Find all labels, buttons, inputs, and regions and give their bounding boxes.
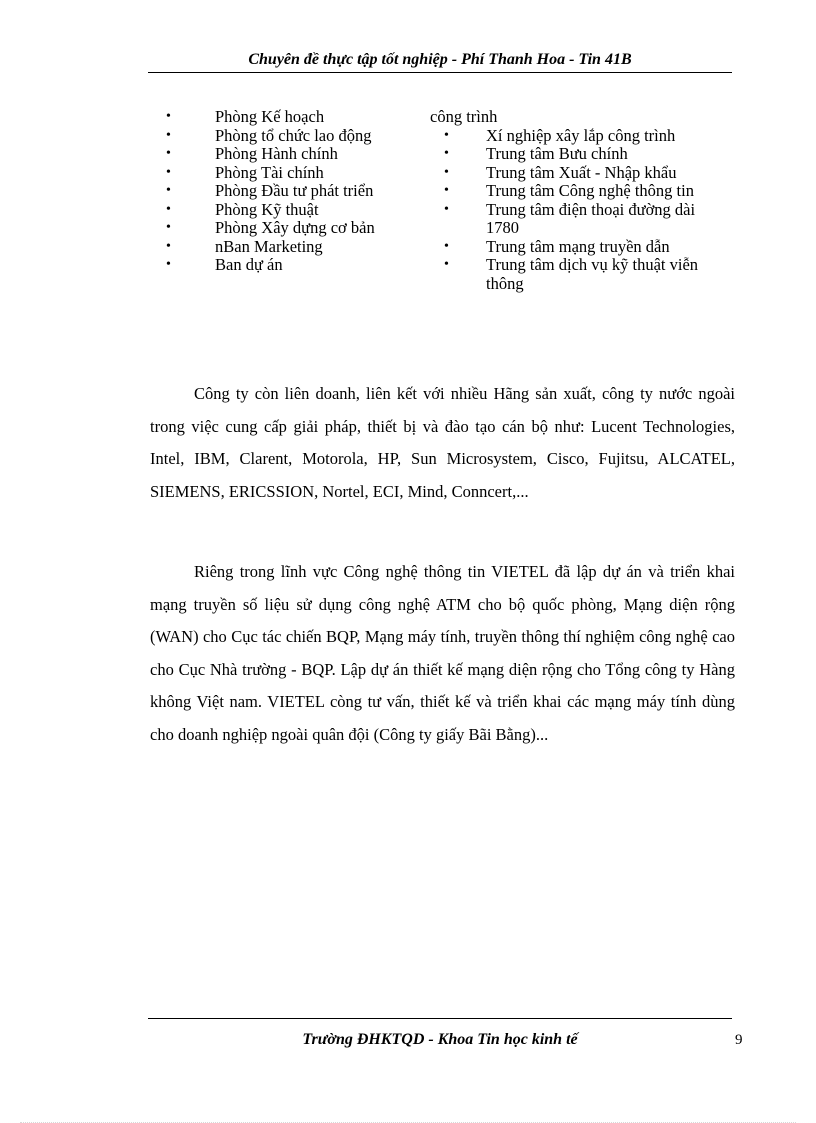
list-item: • Trung tâm Bưu chính [444,144,628,163]
list-item: • Trung tâm dịch vụ kỹ thuật viễn thông [444,255,699,293]
department-list-right [430,108,730,293]
bullet-icon: • [166,257,171,272]
list-item: • Phòng Kỹ thuật [166,199,319,219]
page-number: 9 [735,1032,743,1048]
list-continuation: công trình [430,107,498,126]
bullet-icon: • [166,164,171,180]
bullet-icon: • [444,183,449,198]
list-item: • Phòng Kế hoạch [166,107,325,126]
body-paragraph: Riêng trong lĩnh vực Công nghệ thông tin VIETEL đã lập dự án và triển khai mạng truyền số liệu sử dụng công nghệ ATM cho bộ quốc phòng, Mạng diện rộng (WAN) cho Cục tác chiến BQP, Mạng máy tính, truyền thông thí nghiệm công nghệ cao cho Cục Nhà trường - BQP. Lập dự án thiết kế mạng diện rộng cho Tổng công ty Hàng không Việt nam. VIETEL còng tư vấn, thiết kế và triển khai các mạng máy tính dùng cho doanh nghiệp ngoài quân đội (Công ty giấy Bãi Bằng)... [150,562,735,744]
list-item: • Trung tâm mạng truyền dẫn [444,236,670,256]
list-item: • Trung tâm điện thoại đường dài 1780 [444,199,696,237]
page-footer-title: Trường ĐHKTQD - Khoa Tin học kinh tế [302,1031,578,1048]
bullet-icon: • [444,146,449,161]
bullet-icon: • [444,201,449,217]
footer-rule [148,1018,732,1019]
list-item: • Phòng Tài chính [166,162,324,182]
list-item: • Phòng Xây dựng cơ bản [166,218,375,237]
department-list-left [166,108,416,275]
bullet-icon: • [166,146,171,161]
list-item: • Trung tâm Công nghệ thông tin [444,181,694,200]
bullet-icon: • [166,220,171,235]
list-item: • nBan Marketing [166,236,323,256]
bullet-icon: • [444,238,449,254]
page-header-title: Chuyên đề thực tập tốt nghiệp - Phí Thanh Hoa - Tin 41B [248,51,632,68]
bullet-icon: • [166,127,171,143]
list-item: • Ban dự án [166,255,283,274]
list-item: • Phòng Đầu tư phát triển [166,181,374,200]
bullet-icon: • [444,127,449,143]
list-item: • Phòng tổ chức lao động [166,125,372,145]
list-item: • Phòng Hành chính [166,144,338,163]
bullet-icon: • [166,109,171,124]
bullet-icon: • [166,183,171,198]
list-item: • Trung tâm Xuất - Nhập khẩu [444,162,677,182]
bullet-icon: • [444,164,449,180]
list-item: • Xí nghiệp xây lắp công trình [444,125,676,145]
bullet-icon: • [444,257,449,272]
body-paragraph: Công ty còn liên doanh, liên kết với nhiều Hãng sản xuất, công ty nước ngoài trong việc cung cấp giải pháp, thiết bị và đào tạo cán bộ như: Lucent Technologies, Intel, IBM, Clarent, Motorola, HP, Sun Microsystem, Cisco, Fujitsu, ALCATEL, SIEMENS, ERICSSION, Nortel, ECI, Mind, Conncert,... [150,384,735,501]
bullet-icon: • [166,201,171,217]
bullet-icon: • [166,238,171,254]
header-rule [148,72,732,73]
